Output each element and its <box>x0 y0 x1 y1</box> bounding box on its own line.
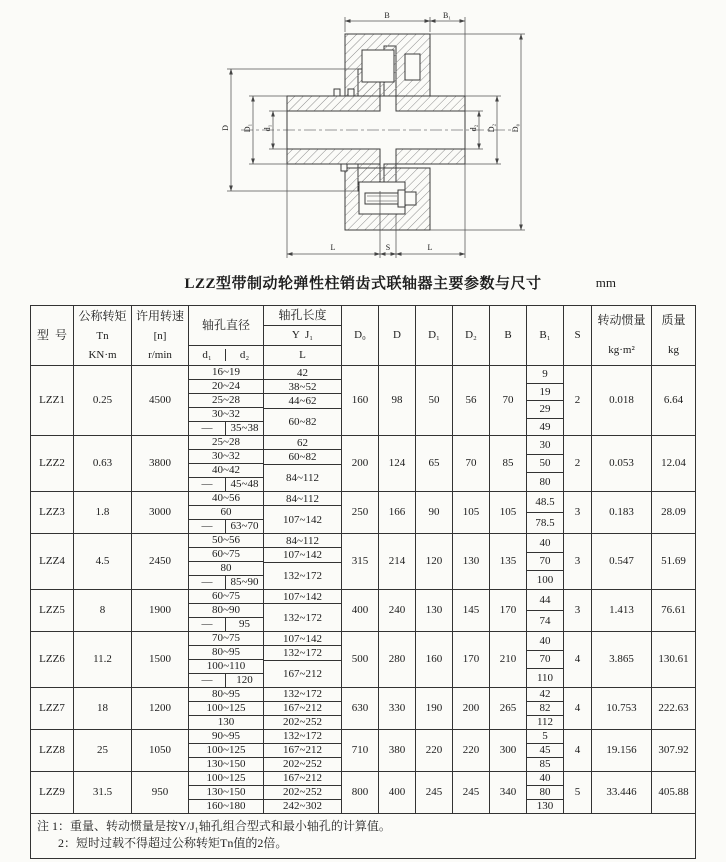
bore-column <box>189 772 264 813</box>
mass-cell: 405.88 <box>658 786 689 799</box>
length-range: 167~212 <box>264 744 341 758</box>
b1-value: 50 <box>527 455 563 474</box>
torque-cell: 4.5 <box>74 534 132 589</box>
bore-subrow-split <box>189 674 263 687</box>
bore-range: 60~75 <box>189 548 263 562</box>
dim-label-L-right: L <box>427 243 433 252</box>
d1-cell: 220 <box>416 730 453 771</box>
header-inertia-unit: kg·m² <box>608 344 635 357</box>
torque-cell: 18 <box>74 688 132 729</box>
b-cell: 135 <box>490 534 527 589</box>
bore-d1: — <box>189 520 226 532</box>
speed-cell: 1200 <box>132 688 189 729</box>
bore-range: 60~75 <box>189 590 263 604</box>
header-mass <box>652 306 695 365</box>
length-range: 132~172 <box>283 569 322 582</box>
b1-value: 112 <box>536 716 554 729</box>
s-cell: 4 <box>564 632 592 687</box>
speed-cell: 950 <box>132 772 189 813</box>
model-cell: LZZ8 <box>31 730 74 771</box>
model-row <box>31 772 695 814</box>
b1-column <box>527 632 564 687</box>
d2-cell: 130 <box>453 534 490 589</box>
mass-cell: 12.04 <box>661 457 686 470</box>
inertia-cell: 3.865 <box>592 632 652 687</box>
model-row <box>31 590 695 632</box>
b1-value: 100 <box>536 574 554 587</box>
inertia-cell: 0.547 <box>592 534 652 589</box>
bore-d1: — <box>189 576 226 588</box>
d-cell: 240 <box>379 590 416 631</box>
model-cell: LZZ5 <box>31 590 74 631</box>
inertia-cell: 19.156 <box>592 730 652 771</box>
bore-range: 25~28 <box>189 394 263 408</box>
d1-cell: 120 <box>416 534 453 589</box>
bore-d1: — <box>189 618 226 630</box>
b1-column <box>527 730 564 771</box>
length-range: 60~82 <box>264 450 341 464</box>
bore-range: 100~125 <box>189 772 263 786</box>
header-speed-unit: r/min <box>148 349 172 362</box>
d-cell: 98 <box>379 366 416 435</box>
d2-cell: 245 <box>453 772 490 813</box>
header-inertia <box>592 306 652 365</box>
b1-value: 130 <box>536 800 554 813</box>
table-header <box>31 306 695 366</box>
s-cell: 3 <box>564 534 592 589</box>
dim-label-L-left: L <box>330 243 336 252</box>
length-column <box>264 772 342 813</box>
torque-cell: 8 <box>74 590 132 631</box>
b1-value: 80 <box>539 476 551 489</box>
elastic-pin-bolt <box>365 190 416 207</box>
header-D0: D₀ <box>342 306 379 365</box>
bore-column <box>189 730 264 771</box>
inertia-cell: 0.053 <box>592 436 652 491</box>
bore-subrow-split <box>189 576 263 589</box>
length-range: 84~112 <box>264 534 341 548</box>
length-range: 202~252 <box>283 716 322 729</box>
bore-range: 80~90 <box>189 604 263 618</box>
s-cell: 5 <box>564 772 592 813</box>
length-range: 38~52 <box>264 380 341 394</box>
unit-label: mm <box>595 275 616 290</box>
bore-range: 40~56 <box>189 492 263 506</box>
b1-value: 80 <box>527 786 563 800</box>
bore-range: 130~150 <box>206 758 246 771</box>
length-range: 167~212 <box>264 702 341 716</box>
d-cell: 400 <box>379 772 416 813</box>
b-cell: 105 <box>490 492 527 533</box>
length-column <box>264 534 342 589</box>
d2-cell: 200 <box>453 688 490 729</box>
dim-label-D0: D₀ <box>511 123 520 133</box>
d2-cell: 220 <box>453 730 490 771</box>
b1-value: 45 <box>527 744 563 758</box>
length-range: 107~142 <box>264 590 341 604</box>
header-B: B <box>490 306 527 365</box>
mass-cell: 222.63 <box>658 702 689 715</box>
bore-d2: 45~48 <box>230 478 259 491</box>
header-D2: D₂ <box>453 306 490 365</box>
torque-cell: 11.2 <box>74 632 132 687</box>
d0-cell: 200 <box>342 436 379 491</box>
header-bore-title: 轴孔直径 <box>189 306 263 346</box>
length-range: 44~62 <box>264 394 341 408</box>
bore-subrow-split <box>189 618 263 631</box>
length-column <box>264 688 342 729</box>
dim-label-S: S <box>385 243 391 252</box>
b1-column <box>527 436 564 491</box>
length-range: 84~112 <box>264 492 341 506</box>
bore-column <box>189 492 264 533</box>
d1-cell: 190 <box>416 688 453 729</box>
d-cell: 214 <box>379 534 416 589</box>
parameters-table <box>30 305 696 859</box>
bore-d2: 95 <box>239 618 250 631</box>
length-column <box>264 632 342 687</box>
table-body <box>31 366 695 814</box>
s-cell: 2 <box>564 366 592 435</box>
speed-cell: 3800 <box>132 436 189 491</box>
bore-column <box>189 436 264 491</box>
b-cell: 170 <box>490 590 527 631</box>
header-B1: B₁ <box>527 306 564 365</box>
s-cell: 3 <box>564 590 592 631</box>
length-range: 42 <box>264 366 341 380</box>
b1-column <box>527 590 564 631</box>
d-cell: 166 <box>379 492 416 533</box>
model-cell: LZZ9 <box>31 772 74 813</box>
bore-subrow-split <box>189 520 263 533</box>
b1-value: 40 <box>527 632 563 651</box>
bore-range: 80 <box>189 562 263 576</box>
model-cell: LZZ6 <box>31 632 74 687</box>
d-cell: 330 <box>379 688 416 729</box>
dim-label-d1: d₁ <box>263 124 272 132</box>
bore-column <box>189 632 264 687</box>
title-row <box>30 272 696 294</box>
bore-range: 100~110 <box>189 660 263 674</box>
header-d1: d₁ <box>189 349 226 361</box>
d0-cell: 500 <box>342 632 379 687</box>
model-row <box>31 366 695 436</box>
length-column <box>264 590 342 631</box>
mass-cell: 6.64 <box>663 394 684 407</box>
b1-value: 40 <box>527 772 563 786</box>
length-range: 60~82 <box>288 415 317 428</box>
bore-subrow-split <box>189 478 263 491</box>
b1-value: 30 <box>527 436 563 455</box>
bore-column <box>189 534 264 589</box>
model-cell: LZZ4 <box>31 534 74 589</box>
d1-cell: 50 <box>416 366 453 435</box>
model-row <box>31 730 695 772</box>
d0-cell: 710 <box>342 730 379 771</box>
length-range: 167~212 <box>264 772 341 786</box>
inertia-cell: 1.413 <box>592 590 652 631</box>
bore-range: 30~32 <box>189 450 263 464</box>
bore-range: 25~28 <box>189 436 263 450</box>
b1-value: 78.5 <box>535 516 555 529</box>
header-mass-unit: kg <box>668 344 679 357</box>
model-row <box>31 534 695 590</box>
note-2: 2：短时过载不得超过公称转矩Tn值的2倍。 <box>58 836 288 850</box>
speed-cell: 4500 <box>132 366 189 435</box>
note-1: 注 1：重量、转动惯量是按Y/J₁轴孔组合型式和最小轴孔的计算值。 <box>37 819 391 833</box>
dim-label-D2: D₂ <box>487 123 496 133</box>
bore-range: 30~32 <box>189 408 263 422</box>
d1-cell: 245 <box>416 772 453 813</box>
mass-cell: 307.92 <box>658 744 689 757</box>
b1-value: 70 <box>527 651 563 670</box>
torque-cell: 1.8 <box>74 492 132 533</box>
model-row <box>31 436 695 492</box>
bore-range: 100~125 <box>189 702 263 716</box>
header-inertia-name: 转动惯量 <box>597 313 646 328</box>
s-cell: 4 <box>564 730 592 771</box>
bore-column <box>189 366 264 435</box>
d1-cell: 65 <box>416 436 453 491</box>
b1-value: 44 <box>527 590 563 611</box>
b1-value: 70 <box>527 553 563 572</box>
bore-d2: 85~90 <box>230 576 259 589</box>
dim-label-d2: d₂ <box>469 124 478 132</box>
b1-value: 85 <box>539 758 551 771</box>
notes <box>31 814 695 858</box>
b1-column <box>527 492 564 533</box>
b-cell: 340 <box>490 772 527 813</box>
b-cell: 85 <box>490 436 527 491</box>
bore-range: 70~75 <box>189 632 263 646</box>
length-range: 132~172 <box>264 646 341 660</box>
d1-cell: 160 <box>416 632 453 687</box>
model-row <box>31 688 695 730</box>
length-range: 107~142 <box>264 632 341 646</box>
bore-range: 100~125 <box>189 744 263 758</box>
b1-value: 19 <box>527 384 563 402</box>
bore-range: 90~95 <box>189 730 263 744</box>
inertia-cell: 10.753 <box>592 688 652 729</box>
coupling-cross-section-svg <box>183 4 543 269</box>
header-mass-name: 质量 <box>661 313 686 328</box>
dim-label-D: D <box>221 125 230 131</box>
d0-cell: 315 <box>342 534 379 589</box>
bore-d1: — <box>189 674 226 686</box>
header-speed-name: 许用转速 <box>135 308 184 323</box>
speed-cell: 2450 <box>132 534 189 589</box>
length-range: 167~212 <box>283 667 322 680</box>
s-cell: 4 <box>564 688 592 729</box>
b1-value: 40 <box>527 534 563 553</box>
b1-value: 9 <box>527 366 563 384</box>
header-yj1: Y J₁ <box>264 326 341 346</box>
header-speed-symbol: [n] <box>153 329 167 342</box>
d-cell: 380 <box>379 730 416 771</box>
length-range: 62 <box>264 436 341 450</box>
model-cell: LZZ2 <box>31 436 74 491</box>
bore-range: 80~95 <box>189 646 263 660</box>
d1-cell: 90 <box>416 492 453 533</box>
page-title: LZZ型带制动轮弹性柱销齿式联轴器主要参数与尺寸 <box>184 276 542 292</box>
mass-cell: 51.69 <box>661 555 686 568</box>
bore-d2: 120 <box>236 674 253 687</box>
s-cell: 2 <box>564 436 592 491</box>
length-column <box>264 436 342 491</box>
d-cell: 280 <box>379 632 416 687</box>
bore-d1: — <box>189 422 226 434</box>
header-d2: d₂ <box>239 349 250 362</box>
inertia-cell: 0.183 <box>592 492 652 533</box>
b-cell: 70 <box>490 366 527 435</box>
bore-subrow-split <box>189 422 263 435</box>
header-L: L <box>299 349 306 362</box>
header-torque-unit: KN·m <box>88 349 117 362</box>
d2-cell: 170 <box>453 632 490 687</box>
header-bore-length <box>264 306 342 365</box>
bore-range: 40~42 <box>189 464 263 478</box>
d0-cell: 400 <box>342 590 379 631</box>
bore-d2: 35~38 <box>230 422 259 435</box>
length-range: 242~302 <box>283 800 322 813</box>
speed-cell: 1050 <box>132 730 189 771</box>
b-cell: 300 <box>490 730 527 771</box>
torque-cell: 31.5 <box>74 772 132 813</box>
d2-cell: 105 <box>453 492 490 533</box>
d2-cell: 56 <box>453 366 490 435</box>
bore-range: 16~19 <box>189 366 263 380</box>
d0-cell: 800 <box>342 772 379 813</box>
header-D1: D₁ <box>416 306 453 365</box>
d0-cell: 160 <box>342 366 379 435</box>
model-row <box>31 492 695 534</box>
torque-cell: 25 <box>74 730 132 771</box>
bore-d1: — <box>189 478 226 490</box>
torque-cell: 0.25 <box>74 366 132 435</box>
bore-range: 80~95 <box>189 688 263 702</box>
header-bore-subrow <box>189 346 263 365</box>
length-range: 202~252 <box>264 786 341 800</box>
speed-cell: 1500 <box>132 632 189 687</box>
b1-value: 74 <box>539 614 551 627</box>
model-cell: LZZ7 <box>31 688 74 729</box>
b1-column <box>527 366 564 435</box>
length-range: 202~252 <box>283 758 322 771</box>
length-range: 107~142 <box>264 548 341 562</box>
speed-cell: 3000 <box>132 492 189 533</box>
header-length-title: 轴孔长度 <box>264 306 341 326</box>
model-cell: LZZ3 <box>31 492 74 533</box>
b1-value: 48.5 <box>527 492 563 513</box>
bore-d2: 63~70 <box>230 520 259 533</box>
b1-value: 110 <box>536 672 554 685</box>
dim-label-D1: D₁ <box>243 123 252 133</box>
b1-column <box>527 772 564 813</box>
d2-cell: 70 <box>453 436 490 491</box>
bore-range: 160~180 <box>206 800 246 813</box>
d0-cell: 630 <box>342 688 379 729</box>
header-speed <box>132 306 189 365</box>
torque-cell: 0.63 <box>74 436 132 491</box>
bore-range: 60 <box>189 506 263 520</box>
technical-drawing <box>183 4 543 269</box>
bore-column <box>189 590 264 631</box>
model-row <box>31 632 695 688</box>
b1-value: 5 <box>527 730 563 744</box>
d1-cell: 130 <box>416 590 453 631</box>
inertia-cell: 0.018 <box>592 366 652 435</box>
b1-value: 82 <box>527 702 563 716</box>
b1-value: 42 <box>527 688 563 702</box>
b1-value: 49 <box>539 420 551 433</box>
length-range: 132~172 <box>283 611 322 624</box>
length-column <box>264 730 342 771</box>
header-D: D <box>379 306 416 365</box>
header-torque-name: 公称转矩 <box>78 308 127 323</box>
bore-range: 50~56 <box>189 534 263 548</box>
d0-cell: 250 <box>342 492 379 533</box>
s-cell: 3 <box>564 492 592 533</box>
length-range: 107~142 <box>283 513 322 526</box>
dim-label-B1: B₁ <box>442 11 452 20</box>
header-torque <box>74 306 132 365</box>
mass-cell: 76.61 <box>661 604 686 617</box>
header-bore-diameter <box>189 306 264 365</box>
header-model: 型 号 <box>31 306 74 365</box>
b-cell: 265 <box>490 688 527 729</box>
b1-column <box>527 688 564 729</box>
mass-cell: 130.61 <box>658 653 689 666</box>
length-range: 132~172 <box>264 730 341 744</box>
length-range: 132~172 <box>264 688 341 702</box>
inertia-cell: 33.446 <box>592 772 652 813</box>
b1-column <box>527 534 564 589</box>
bore-range: 130~150 <box>189 786 263 800</box>
bore-column <box>189 688 264 729</box>
dim-label-B: B <box>384 11 390 20</box>
b1-value: 29 <box>527 401 563 419</box>
mass-cell: 28.09 <box>661 506 686 519</box>
header-S: S <box>564 306 592 365</box>
b-cell: 210 <box>490 632 527 687</box>
length-column <box>264 492 342 533</box>
header-torque-symbol: Tn <box>96 329 109 342</box>
model-cell: LZZ1 <box>31 366 74 435</box>
d2-cell: 145 <box>453 590 490 631</box>
bore-range: 130 <box>217 716 235 729</box>
bore-range: 20~24 <box>189 380 263 394</box>
length-range: 84~112 <box>285 471 320 484</box>
speed-cell: 1900 <box>132 590 189 631</box>
d-cell: 124 <box>379 436 416 491</box>
length-column <box>264 366 342 435</box>
